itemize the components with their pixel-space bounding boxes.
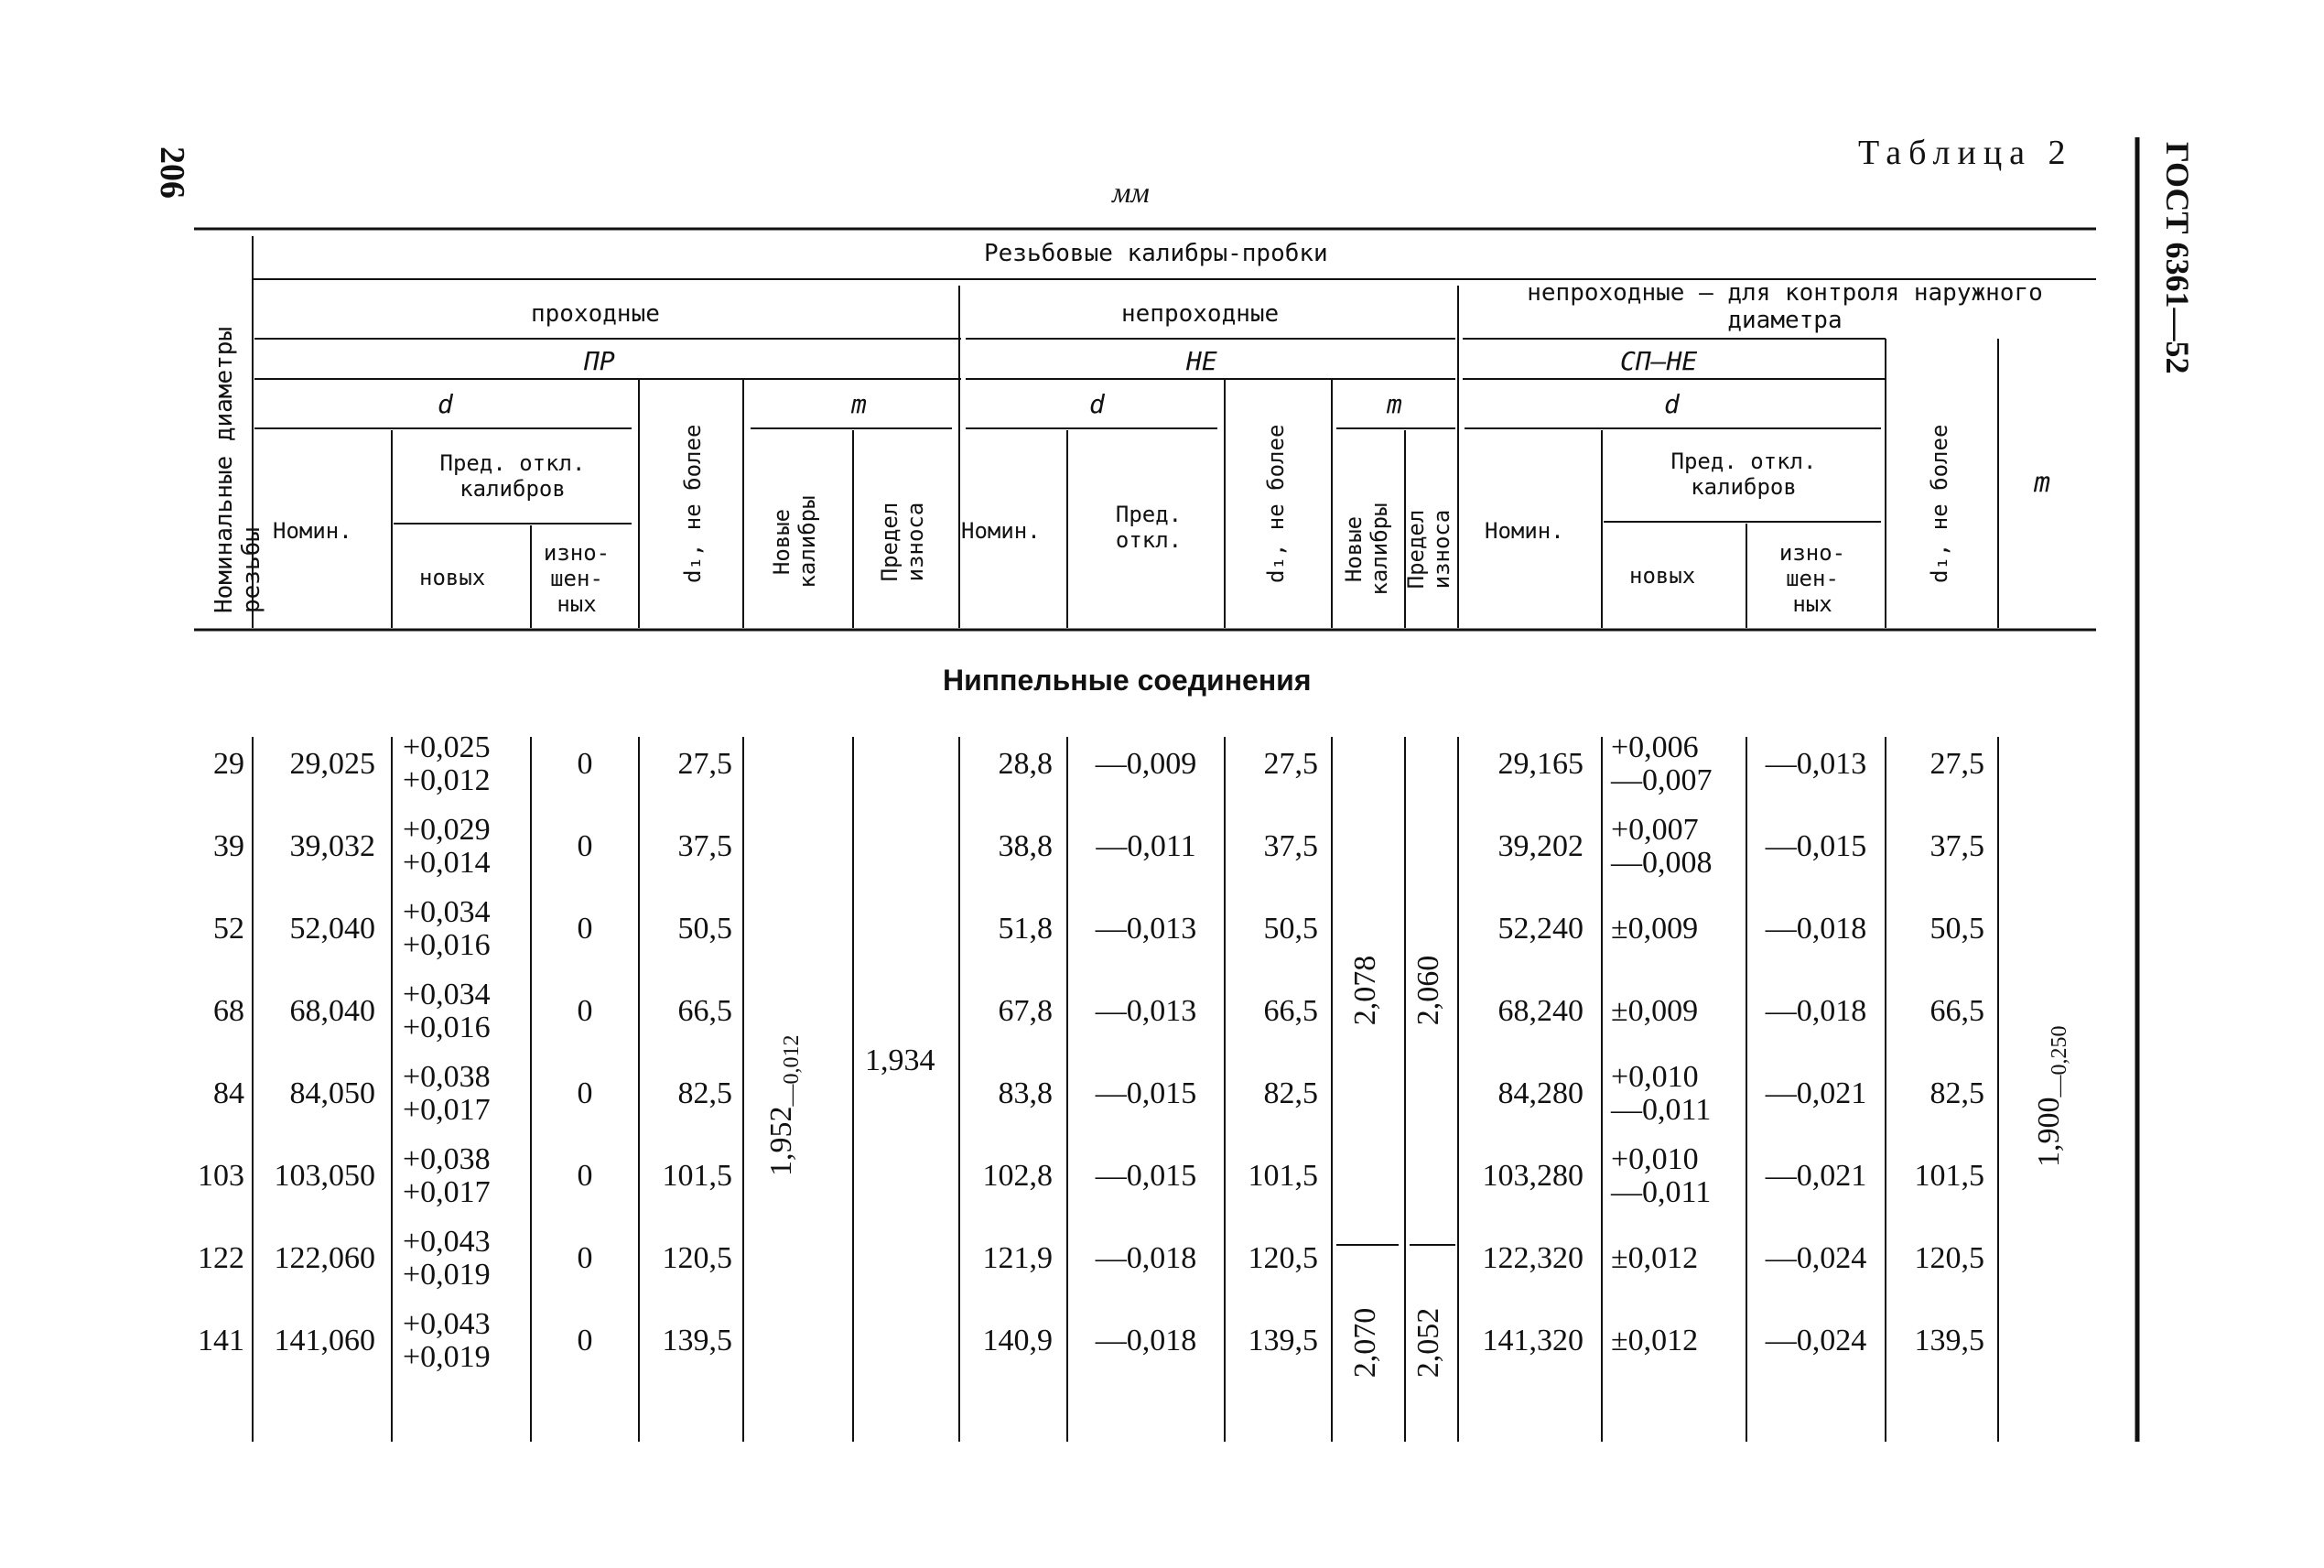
cell-pr-new-lower: +0,019 — [403, 1258, 491, 1292]
cell-pr-nom: 29,025 — [289, 747, 375, 781]
table-row — [0, 970, 1984, 1053]
cell-pr-d1: 139,5 — [662, 1324, 732, 1357]
header-ne-d1: d₁, не более — [1263, 424, 1289, 583]
header-pr-pred-otkl: Пред. откл. калибров — [439, 450, 586, 502]
cell-sp-d1: 37,5 — [1929, 829, 1984, 863]
cell-sp-new-upper: +0,007 — [1611, 813, 1699, 847]
header-main: Резьбовые калибры-пробки — [984, 240, 1328, 267]
header-row-label: Номинальные диаметры резьбы — [211, 326, 265, 613]
cell-pr-new-lower: +0,017 — [403, 1175, 491, 1209]
cell-pr-nom: 141,060 — [274, 1324, 375, 1357]
header-ne: НЕ — [1186, 346, 1217, 376]
cell-pr-nom: 103,050 — [274, 1159, 375, 1193]
header-sp-d: d — [1664, 389, 1680, 419]
cell-ne-nom: 38,8 — [998, 829, 1053, 863]
cell-ne-nom: 28,8 — [998, 747, 1053, 781]
cell-pr-d1: 82,5 — [677, 1076, 732, 1110]
cell-nom: 39 — [213, 829, 244, 863]
cell-pr-d1: 120,5 — [662, 1241, 732, 1275]
cell-nom: 103 — [198, 1159, 244, 1193]
cell-sp-new — [1611, 1217, 1739, 1300]
cell-pr-new — [403, 1300, 522, 1382]
cell-pr-new — [403, 888, 522, 970]
header-pr-m: m — [851, 389, 867, 419]
merged-ne-m-new-lower: 2,070 — [1348, 1307, 1382, 1379]
cell-sp-new-upper: +0,010 — [1611, 1142, 1699, 1176]
merged-pr-m-new-sub: —0,012 — [779, 1034, 804, 1107]
cell-sp-d1: 66,5 — [1929, 994, 1984, 1028]
cell-pr-nom: 122,060 — [274, 1241, 375, 1275]
header-nonpassing-outer: непроходные — для контроля наружного диаметра — [1527, 279, 2043, 334]
cell-pr-worn: 0 — [577, 829, 593, 863]
cell-sp-worn: —0,024 — [1765, 1241, 1867, 1275]
cell-sp-new — [1611, 723, 1739, 806]
section-title: Ниппельные соединения — [943, 664, 1312, 697]
cell-sp-worn: —0,024 — [1765, 1324, 1867, 1357]
cell-nom: 68 — [213, 994, 244, 1028]
units: мм — [1112, 176, 1150, 209]
cell-ne-nom: 140,9 — [982, 1324, 1053, 1357]
merged-ne-m-wear-lower: 2,052 — [1411, 1307, 1445, 1379]
cell-ne-d1: 82,5 — [1263, 1076, 1318, 1110]
cell-pr-nom: 52,040 — [289, 912, 375, 946]
cell-pr-new-lower: +0,016 — [403, 928, 491, 962]
cell-sp-new — [1611, 1135, 1739, 1217]
table-row — [0, 1217, 1984, 1300]
merged-sp-m — [2032, 984, 2078, 1167]
cell-pr-worn: 0 — [577, 1324, 593, 1357]
table-row — [0, 1300, 1984, 1382]
header-pr-novykh: новых — [419, 565, 486, 590]
merged-pr-m-new-value: 1,952 — [764, 1106, 798, 1176]
cell-ne-d1: 27,5 — [1263, 747, 1318, 781]
cell-sp-new-lower: —0,011 — [1611, 1175, 1712, 1209]
cell-ne-nom: 83,8 — [998, 1076, 1053, 1110]
cell-ne-d1: 66,5 — [1263, 994, 1318, 1028]
cell-nom: 141 — [198, 1324, 244, 1357]
header-sp-ne: СП—НЕ — [1620, 346, 1698, 376]
header-pr-iznosh: изно- шен- ных — [543, 540, 611, 617]
cell-sp-nom: 141,320 — [1482, 1324, 1584, 1357]
cell-sp-worn: —0,021 — [1765, 1159, 1867, 1193]
cell-ne-nom: 67,8 — [998, 994, 1053, 1028]
cell-pr-new-upper: +0,034 — [403, 895, 491, 929]
header-pr-nomin: Номин. — [273, 518, 352, 544]
cell-sp-new — [1611, 970, 1739, 1053]
cell-pr-new — [403, 1217, 522, 1300]
cell-sp-nom: 52,240 — [1497, 912, 1584, 946]
cell-pr-nom: 68,040 — [289, 994, 375, 1028]
cell-ne-dev: —0,013 — [1095, 912, 1197, 946]
cell-pr-new-lower: +0,016 — [403, 1011, 491, 1044]
header-pr-new-cal: Новые калибры — [769, 495, 820, 589]
cell-pr-new-upper: +0,043 — [403, 1307, 491, 1341]
header-passing: проходные — [531, 300, 660, 328]
cell-ne-d1: 101,5 — [1248, 1159, 1318, 1193]
cell-sp-worn: —0,018 — [1765, 912, 1867, 946]
cell-pr-nom: 39,032 — [289, 829, 375, 863]
cell-ne-dev: —0,018 — [1095, 1324, 1197, 1357]
cell-ne-d1: 120,5 — [1248, 1241, 1318, 1275]
cell-sp-new-upper: ±0,009 — [1611, 994, 1699, 1028]
cell-ne-nom: 121,9 — [982, 1241, 1053, 1275]
header-pr: ПР — [584, 346, 615, 376]
cell-pr-new-upper: +0,029 — [403, 813, 491, 847]
cell-sp-new-upper: +0,006 — [1611, 730, 1699, 764]
cell-pr-new-upper: +0,034 — [403, 978, 491, 1011]
cell-pr-worn: 0 — [577, 1241, 593, 1275]
cell-pr-d1: 66,5 — [677, 994, 732, 1028]
cell-sp-new-upper: ±0,012 — [1611, 1324, 1699, 1357]
header-nonpassing: непроходные — [1121, 300, 1280, 328]
header-sp-pred-otkl: Пред. откл. калибров — [1670, 449, 1817, 500]
cell-sp-d1: 82,5 — [1929, 1076, 1984, 1110]
merged-ne-m-wear-upper: 2,060 — [1411, 955, 1445, 1026]
cell-ne-dev: —0,011 — [1096, 829, 1196, 863]
cell-pr-d1: 37,5 — [677, 829, 732, 863]
cell-pr-new-upper: +0,043 — [403, 1225, 491, 1259]
cell-pr-new-upper: +0,038 — [403, 1060, 491, 1094]
table-title: Таблица 2 — [1858, 134, 2073, 172]
cell-pr-nom: 84,050 — [289, 1076, 375, 1110]
cell-sp-nom: 122,320 — [1482, 1241, 1584, 1275]
cell-pr-new — [403, 806, 522, 888]
cell-pr-worn: 0 — [577, 994, 593, 1028]
merged-pr-m-new — [764, 1011, 810, 1176]
cell-ne-nom: 51,8 — [998, 912, 1053, 946]
table-row — [0, 888, 1984, 970]
header-ne-d: d — [1089, 389, 1105, 419]
merged-sp-m-value: 1,900 — [2032, 1097, 2066, 1167]
cell-pr-worn: 0 — [577, 1076, 593, 1110]
cell-ne-dev: —0,018 — [1095, 1241, 1197, 1275]
cell-sp-new — [1611, 1300, 1739, 1382]
header-ne-pred-otkl: Пред. откл. — [1115, 502, 1183, 553]
header-ne-wear-limit: Предел износа — [1403, 509, 1454, 589]
cell-nom: 29 — [213, 747, 244, 781]
cell-nom: 52 — [213, 912, 244, 946]
cell-sp-new-upper: ±0,012 — [1611, 1241, 1699, 1275]
cell-ne-d1: 50,5 — [1263, 912, 1318, 946]
header-sp-nomin: Номин. — [1485, 518, 1564, 544]
merged-pr-m-wear: 1,934 — [865, 1044, 935, 1077]
cell-sp-new-lower: —0,007 — [1611, 763, 1713, 797]
cell-ne-dev: —0,009 — [1095, 747, 1197, 781]
cell-pr-new-lower: +0,012 — [403, 763, 491, 797]
cell-sp-nom: 103,280 — [1482, 1159, 1584, 1193]
cell-sp-d1: 50,5 — [1929, 912, 1984, 946]
cell-nom: 122 — [198, 1241, 244, 1275]
header-ne-m: m — [1387, 389, 1402, 419]
merged-sp-m-sub: —0,250 — [2047, 1025, 2071, 1098]
table-row — [0, 723, 1984, 806]
table-row — [0, 1135, 1984, 1217]
header-sp-m: m — [2034, 467, 2051, 499]
cell-sp-worn: —0,018 — [1765, 994, 1867, 1028]
cell-pr-d1: 50,5 — [677, 912, 732, 946]
header-sp-iznosh: изно- шен- ных — [1778, 540, 1846, 617]
cell-sp-new-lower: —0,011 — [1611, 1093, 1712, 1127]
cell-sp-worn: —0,015 — [1765, 829, 1867, 863]
header-pr-d1: d₁, не более — [680, 424, 706, 583]
cell-pr-new-lower: +0,017 — [403, 1093, 491, 1127]
cell-pr-worn: 0 — [577, 747, 593, 781]
cell-sp-d1: 101,5 — [1914, 1159, 1984, 1193]
cell-sp-nom: 29,165 — [1497, 747, 1584, 781]
header-ne-new-cal: Новые калибры — [1341, 503, 1392, 596]
header-pr-wear-limit: Предел износа — [877, 502, 928, 582]
header-sp-d1: d₁, не более — [1927, 424, 1952, 583]
cell-pr-new-lower: +0,014 — [403, 846, 491, 880]
cell-ne-dev: —0,015 — [1095, 1076, 1197, 1110]
header-pr-d: d — [438, 389, 453, 419]
cell-sp-new — [1611, 888, 1739, 970]
table-row — [0, 1053, 1984, 1135]
cell-sp-new — [1611, 806, 1739, 888]
page-number: 206 — [153, 146, 191, 199]
cell-sp-nom: 39,202 — [1497, 829, 1584, 863]
cell-sp-new-upper: +0,010 — [1611, 1060, 1699, 1094]
cell-sp-new-lower: —0,008 — [1611, 846, 1713, 880]
cell-pr-d1: 27,5 — [677, 747, 732, 781]
cell-pr-new — [403, 1135, 522, 1217]
cell-pr-worn: 0 — [577, 1159, 593, 1193]
standard-code: ГОСТ 6361—52 — [2159, 142, 2196, 374]
cell-sp-worn: —0,013 — [1765, 747, 1867, 781]
cell-ne-nom: 102,8 — [982, 1159, 1053, 1193]
header-ne-nomin: Номин. — [961, 518, 1041, 544]
cell-sp-d1: 27,5 — [1929, 747, 1984, 781]
cell-pr-new — [403, 723, 522, 806]
cell-sp-d1: 139,5 — [1914, 1324, 1984, 1357]
cell-sp-d1: 120,5 — [1914, 1241, 1984, 1275]
cell-ne-dev: —0,013 — [1095, 994, 1197, 1028]
cell-sp-nom: 68,240 — [1497, 994, 1584, 1028]
cell-pr-d1: 101,5 — [662, 1159, 732, 1193]
cell-sp-new-upper: ±0,009 — [1611, 912, 1699, 946]
cell-sp-nom: 84,280 — [1497, 1076, 1584, 1110]
cell-sp-new — [1611, 1053, 1739, 1135]
cell-pr-new-upper: +0,038 — [403, 1142, 491, 1176]
cell-ne-d1: 37,5 — [1263, 829, 1318, 863]
header-sp-novykh: новых — [1629, 563, 1696, 589]
table-row — [0, 806, 1984, 888]
merged-ne-m-new-upper: 2,078 — [1348, 955, 1382, 1026]
cell-sp-worn: —0,021 — [1765, 1076, 1867, 1110]
cell-nom: 84 — [213, 1076, 244, 1110]
cell-ne-dev: —0,015 — [1095, 1159, 1197, 1193]
cell-pr-worn: 0 — [577, 912, 593, 946]
cell-ne-d1: 139,5 — [1248, 1324, 1318, 1357]
cell-pr-new — [403, 1053, 522, 1135]
cell-pr-new — [403, 970, 522, 1053]
cell-pr-new-lower: +0,019 — [403, 1340, 491, 1374]
cell-pr-new-upper: +0,025 — [403, 730, 491, 764]
